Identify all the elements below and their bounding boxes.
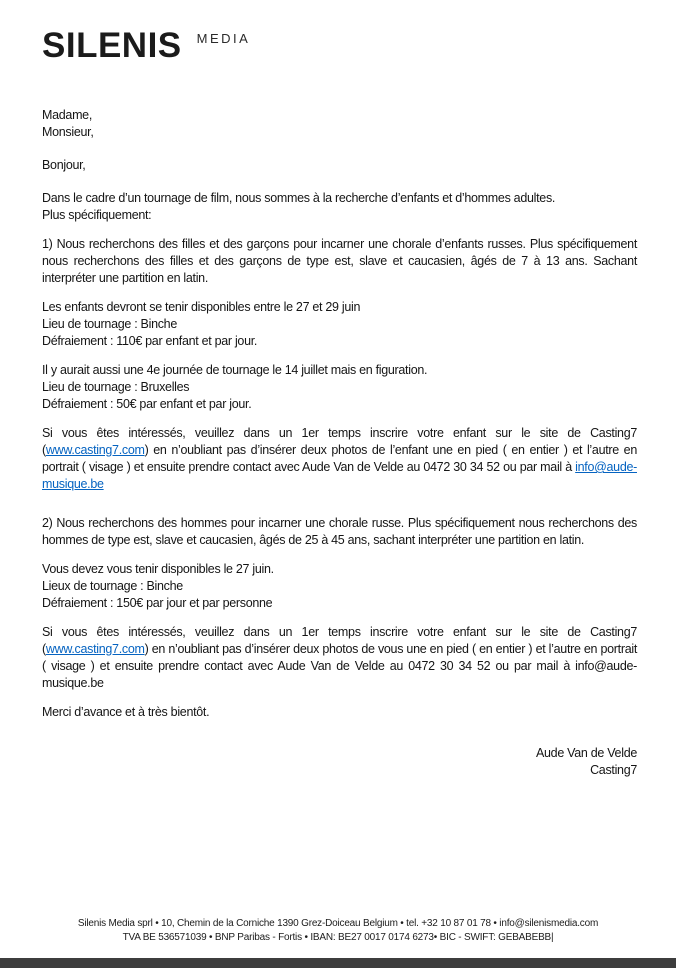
contact-text: ) en n’oubliant pas d’insérer deux photos de l’enfant une en pied ( en entier ) et l’autre en portrait ( visage ) et ensuite prendre contact avec Aude Van de Velde au 0472 30 34 52 ou par mail à [42,443,637,474]
footer-line-1: Silenis Media sprl • 10, Chemin de la Corniche 1390 Grez-Doiceau Belgium • tel. +32 10 87 01 78 • info@silenismedia.com [77,918,599,929]
salutation-line-2: Monsieur, [42,125,94,139]
detail-line: Lieu de tournage : Bruxelles [42,380,190,394]
company-logo [42,28,637,63]
section1-paragraph: 1) Nous recherchons des filles et des garçons pour incarner une chorale d’enfants russes. Plus spécifiquement nous recherchons des filles et des garçons de type est, slave et caucasien, âgés de 7 à 13 ans. Sachant interpréter une partition en latin. [42,237,637,285]
greeting: Bonjour, [42,158,86,172]
signature [42,745,637,779]
casting7-link[interactable]: www.casting7.com [45,642,145,656]
contact-text: Si vous êtes intéressés, veuillez dans un 1er temps inscrire votre enfant sur le site de Casting7 ( [42,625,637,656]
casting7-link[interactable]: www.casting7.com [45,443,145,457]
section2-contact-paragraph [42,624,637,692]
intro-line-1: Dans le cadre d’un tournage de film, nous sommes à la recherche d’enfants et d’hommes adultes. [42,191,556,205]
section1-details-2 [42,362,637,413]
page-footer [0,917,676,944]
salutation [42,107,637,141]
detail-line: Il y aurait aussi une 4e journée de tournage le 14 juillet mais en figuration. [42,363,428,377]
detail-line: Les enfants devront se tenir disponibles entre le 27 et 29 juin [42,300,361,314]
bottom-window-edge [0,958,676,968]
detail-line: Défraiement : 50€ par enfant et par jour. [42,397,252,411]
detail-line: Lieu de tournage : Binche [42,317,177,331]
detail-line: Vous devez vous tenir disponibles le 27 juin. [42,562,274,576]
section2-details [42,561,637,612]
detail-line: Lieux de tournage : Binche [42,579,183,593]
salutation-line-1: Madame, [42,108,93,122]
section2-paragraph: 2) Nous recherchons des hommes pour incarner une chorale russe. Plus spécifiquement nous recherchons des hommes de type est, slave et caucasien, âgés de 25 à 45 ans, sachant interpréter une partition en latin. [42,516,637,547]
detail-line: Défraiement : 110€ par enfant et par jour. [42,334,258,348]
signature-name: Aude Van de Velde [535,746,637,760]
text-cursor: | [551,931,554,943]
contact-text: ) en n’oubliant pas d’insérer deux photos de vous une en pied ( en entier ) et l’autre en portrait ( visage ) et ensuite prendre contact avec Aude Van de Velde au 0472 30 34 52 ou par mail à info@aude-musique.be [42,642,637,690]
section1-contact-paragraph [42,425,637,493]
intro-line-2: Plus spécifiquement: [42,208,152,222]
detail-line: Défraiement : 150€ par jour et par personne [42,596,273,610]
closing-line: Merci d’avance et à très bientôt. [42,705,210,719]
intro-paragraph [42,190,637,224]
letter-body [42,107,637,779]
contact-text: Si vous êtes intéressés, veuillez dans un 1er temps inscrire votre enfant sur le site de Casting7 ( [42,426,637,457]
section1-details-1 [42,299,637,350]
footer-line-2-text: TVA BE 536571039 • BNP Paribas - Fortis • IBAN: BE27 0017 0174 6273• BIC - SWIFT: GEBABEBB [122,931,552,943]
logo-wordmark: SILENIS [42,26,182,65]
email-link[interactable]: info@aude-musique.be [42,460,637,491]
logo-subtitle: MEDIA [196,31,251,46]
footer-line-2 [0,931,676,945]
signature-role: Casting7 [590,763,637,777]
